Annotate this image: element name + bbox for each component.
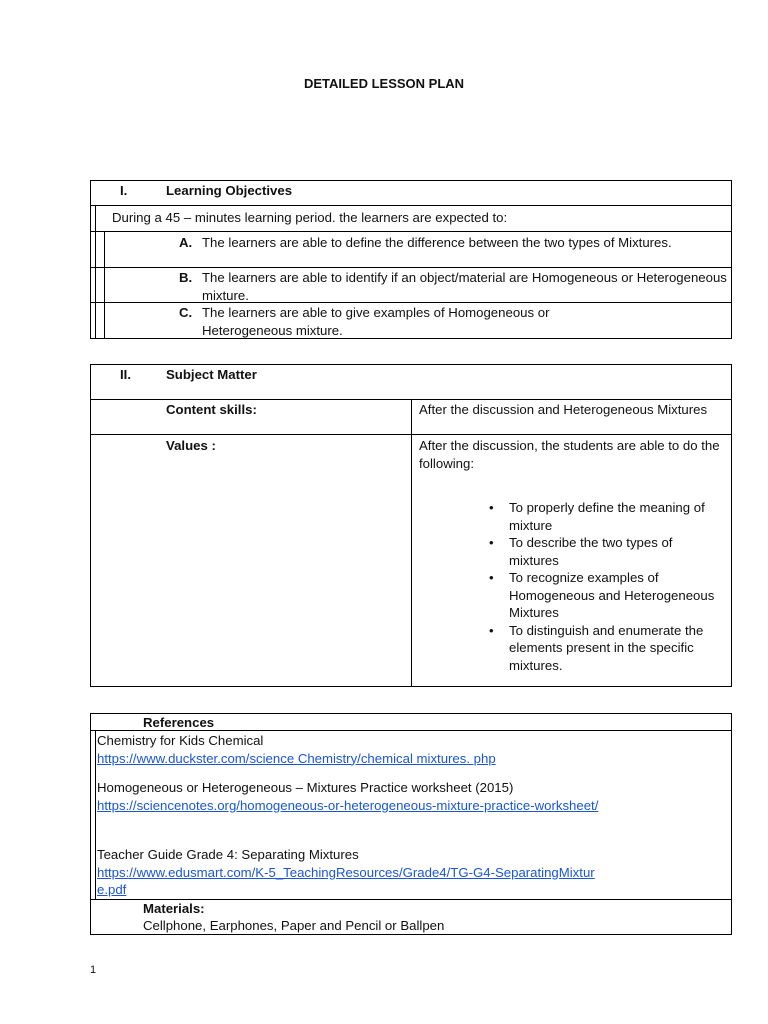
- section-heading: Subject Matter: [166, 367, 257, 382]
- section-number: I.: [120, 183, 128, 198]
- objective-text-b: The learners are able to identify if an object/material are Homogeneous or Heterogeneous mixture.: [202, 270, 727, 303]
- materials-heading: Materials:: [143, 901, 205, 916]
- references-heading: References: [143, 715, 215, 730]
- divider: [95, 730, 96, 899]
- page-title: DETAILED LESSON PLAN: [303, 76, 465, 91]
- objective-letter-b: B.: [179, 270, 193, 285]
- reference-link[interactable]: https://sciencenotes.org/homogeneous-or-heterogeneous-mixture-practice-worksheet/: [97, 797, 599, 813]
- objective-text-a: The learners are able to define the difference between the two types of Mixtures.: [202, 235, 672, 250]
- list-item: • To properly define the meaning of mixture: [484, 499, 724, 534]
- list-item: • To distinguish and enumerate the elements present in the specific mixtures.: [484, 622, 724, 675]
- content-skills-value: After the discussion and Heterogeneous Mixtures: [419, 402, 708, 417]
- reference-title: Teacher Guide Grade 4: Separating Mixtures: [97, 847, 359, 862]
- reference-entry: [97, 732, 727, 767]
- values-bullet-list: [484, 499, 724, 674]
- reference-entry: [97, 779, 657, 814]
- values-intro: After the discussion, the students are able to do the following:: [419, 438, 720, 471]
- reference-link[interactable]: https://www.duckster.com/science Chemistry/chemical mixtures. php: [97, 750, 496, 766]
- divider: [90, 231, 732, 232]
- objective-letter-c: C.: [179, 305, 193, 320]
- reference-link[interactable]: https://www.edusmart.com/K-5_TeachingResources/Grade4/TG-G4-SeparatingMixture.pdf: [97, 864, 595, 897]
- divider: [95, 205, 96, 339]
- reference-title: Homogeneous or Heterogeneous – Mixtures Practice worksheet (2015): [97, 780, 514, 795]
- divider: [104, 231, 105, 339]
- divider: [90, 205, 732, 206]
- divider: [411, 399, 412, 687]
- objective-text-c: The learners are able to give examples of Homogeneous or Heterogeneous mixture.: [202, 305, 550, 338]
- reference-entry: [97, 846, 597, 899]
- divider: [90, 267, 732, 268]
- section-heading: Learning Objectives: [166, 183, 293, 198]
- list-item: • To recognize examples of Homogeneous and Heterogeneous Mixtures: [484, 569, 724, 622]
- list-item: • To describe the two types of mixtures: [484, 534, 724, 569]
- page-number: 1: [90, 964, 97, 976]
- reference-title: Chemistry for Kids Chemical: [97, 733, 264, 748]
- materials-text: Cellphone, Earphones, Paper and Pencil or Ballpen: [143, 918, 445, 933]
- content-skills-label: Content skills:: [166, 402, 257, 417]
- objectives-intro: During a 45 – minutes learning period. the learners are expected to:: [112, 210, 508, 225]
- values-label: Values :: [166, 438, 216, 453]
- section-number: II.: [120, 367, 131, 382]
- objective-letter-a: A.: [179, 235, 193, 250]
